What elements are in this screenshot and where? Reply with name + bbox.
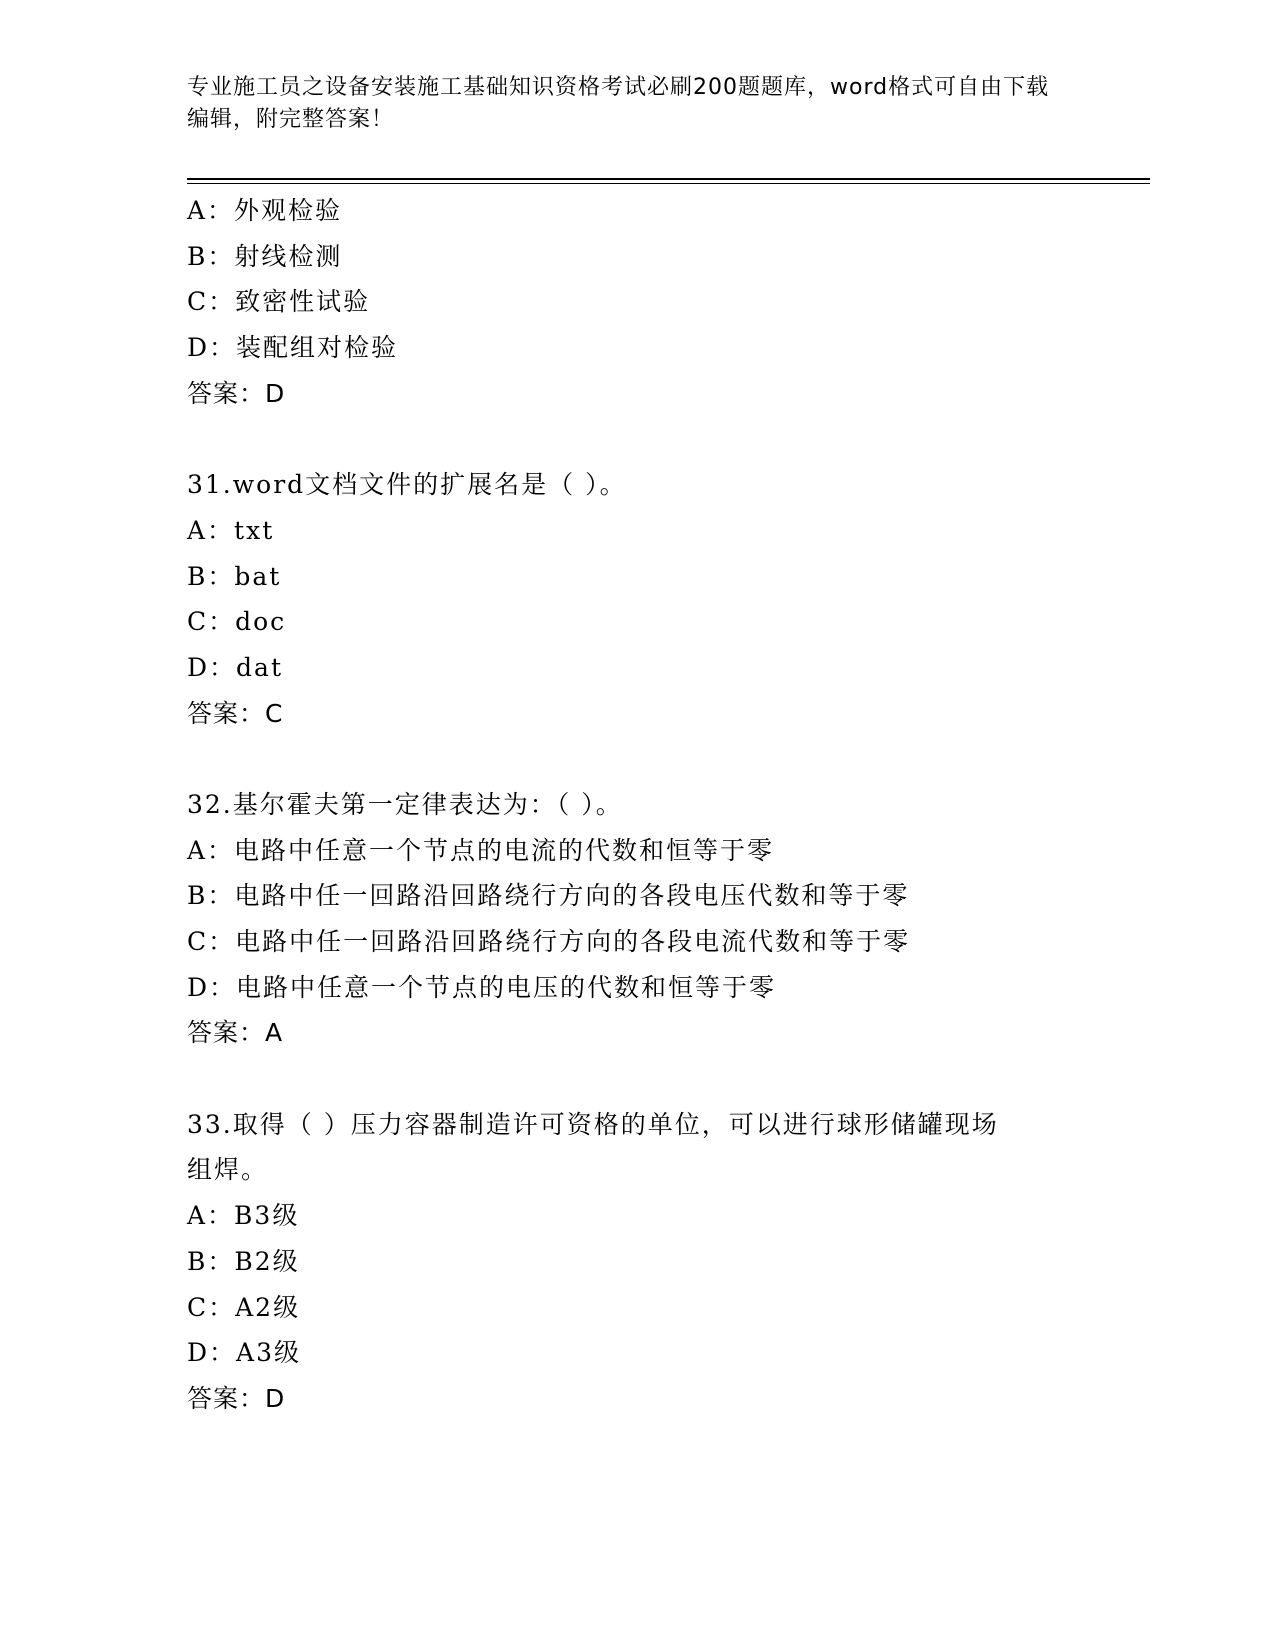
question-block: [187, 188, 1150, 416]
option-d: D：A3级: [187, 1338, 302, 1368]
question-stem-continued: 组焊。: [187, 1155, 269, 1185]
option-b: B：射线检测: [187, 241, 343, 271]
question-stem: 32.基尔霍夫第一定律表达为：（ ）。: [187, 789, 623, 819]
question-block: [187, 462, 1150, 736]
option-c: C：doc: [187, 607, 287, 637]
option-d: D：dat: [187, 652, 283, 682]
option-a: A：电路中任意一个节点的电流的代数和恒等于零: [187, 835, 775, 865]
option-b: B：bat: [187, 561, 282, 591]
option-b: B：电路中任一回路沿回路绕行方向的各段电压代数和等于零: [187, 881, 910, 911]
question-stem: 33.取得（ ）压力容器制造许可资格的单位，可以进行球形储罐现场: [187, 1109, 999, 1139]
question-list: [187, 188, 1150, 1422]
option-a: A：txt: [187, 515, 275, 545]
option-b: B：B2级: [187, 1246, 300, 1276]
answer-line: 答案：A: [187, 1018, 284, 1048]
header-rule-thick: [187, 178, 1150, 180]
question-block: [187, 1102, 1150, 1422]
option-c: C：致密性试验: [187, 287, 371, 317]
spacer: [187, 1056, 1150, 1102]
document-header: 专业施工员之设备安装施工基础知识资格考试必刷200题题库，word格式可自由下载编辑，附完整答案！: [187, 75, 1050, 132]
question-stem: 31.word文档文件的扩展名是（ ）。: [187, 470, 627, 500]
option-d: D：电路中任意一个节点的电压的代数和恒等于零: [187, 972, 777, 1002]
spacer: [187, 416, 1150, 462]
option-a: A：B3级: [187, 1201, 300, 1231]
answer-line: 答案：D: [187, 1383, 286, 1413]
question-block: [187, 782, 1150, 1056]
answer-line: 答案：C: [187, 698, 284, 728]
spacer: [187, 736, 1150, 782]
option-d: D：装配组对检验: [187, 333, 399, 363]
answer-line: 答案：D: [187, 378, 286, 408]
option-a: A：外观检验: [187, 196, 343, 225]
option-c: C：A2级: [187, 1292, 301, 1322]
option-c: C：电路中任一回路沿回路绕行方向的各段电流代数和等于零: [187, 927, 911, 956]
header-rule-thin: [187, 183, 1150, 184]
